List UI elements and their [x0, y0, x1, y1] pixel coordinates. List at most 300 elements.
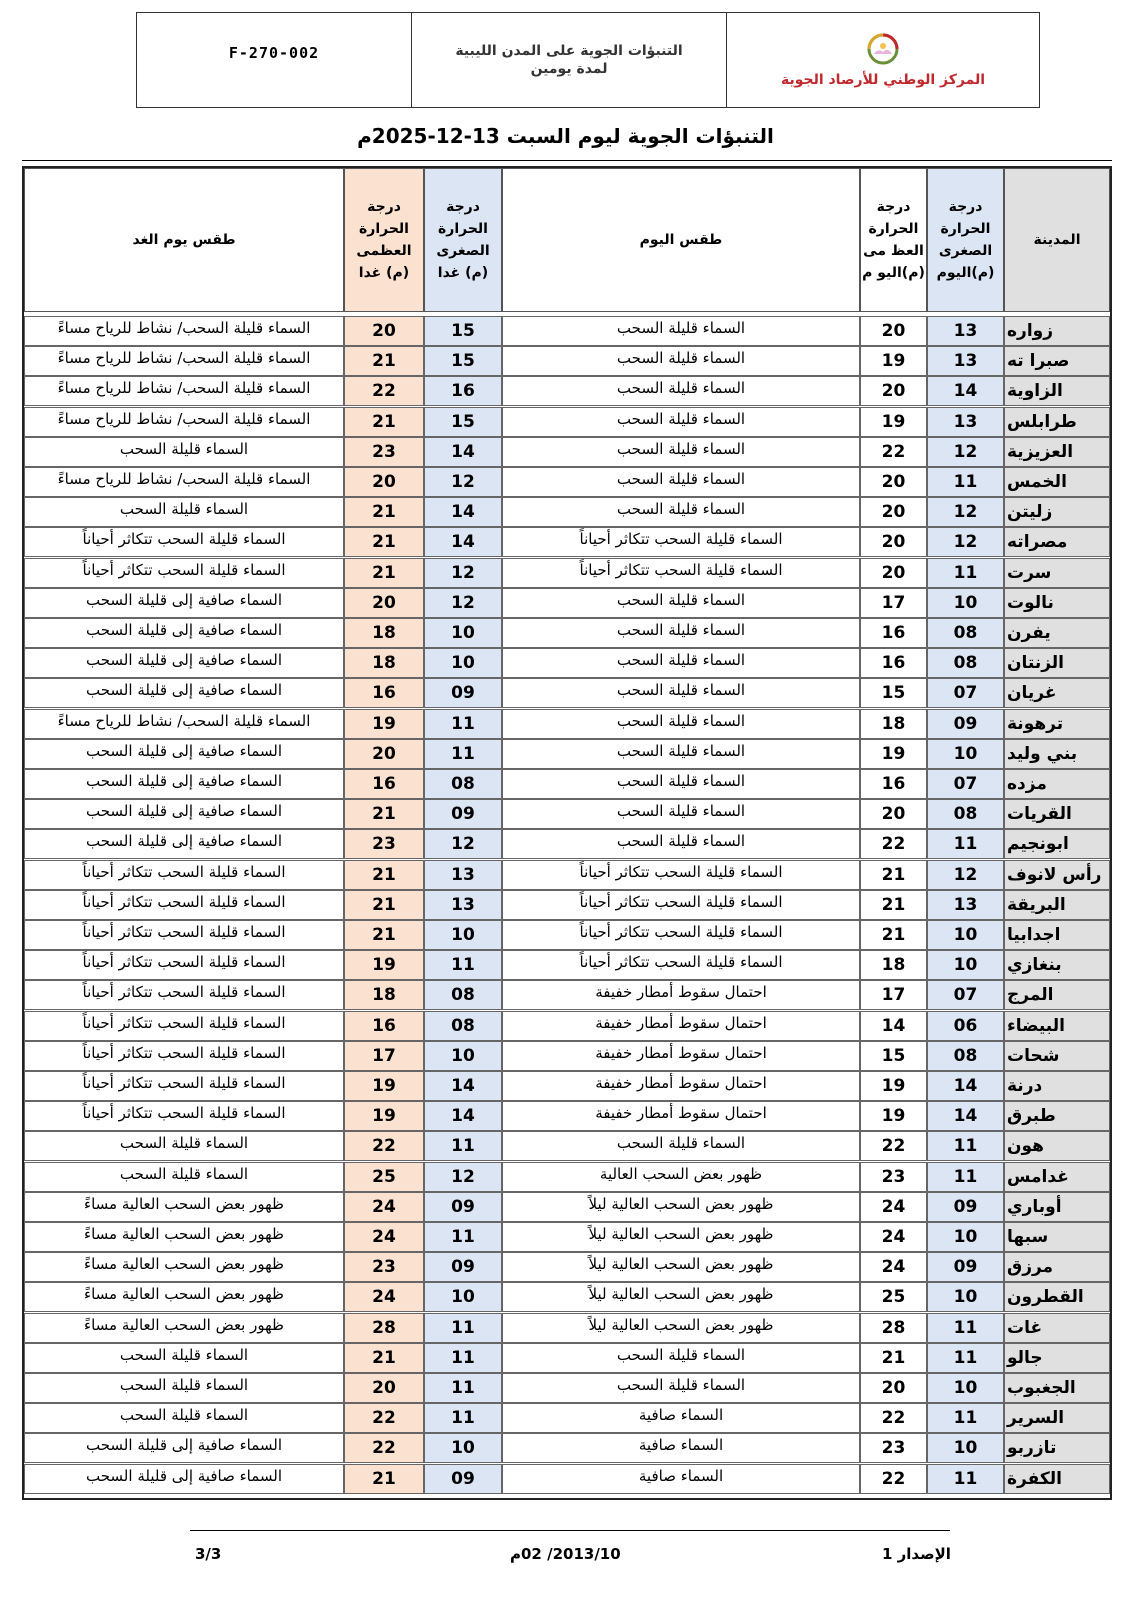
cell-min-tomorrow: 15 [424, 407, 502, 437]
table-row [24, 558, 1110, 588]
table-row [24, 407, 1110, 437]
cell-min-tomorrow: 13 [424, 860, 502, 890]
cell-weather-today: السماء قليلة السحب [502, 376, 860, 406]
cell-min-today: 11 [927, 467, 1004, 497]
cell-city: اجدابيا [1004, 920, 1110, 950]
cell-min-today: 14 [927, 376, 1004, 406]
cell-max-today: 17 [860, 588, 927, 618]
header-weather-tomorrow: طقس يوم الغد [24, 168, 344, 312]
cell-max-tomorrow: 21 [344, 497, 424, 527]
cell-max-today: 17 [860, 980, 927, 1010]
table-row [24, 1222, 1110, 1252]
cell-weather-tomorrow: السماء قليلة السحب تتكاثر أحياناً [24, 527, 344, 557]
cell-max-today: 20 [860, 316, 927, 346]
cell-min-today: 10 [927, 1222, 1004, 1252]
cell-weather-tomorrow: السماء صافية إلى قليلة السحب [24, 1433, 344, 1463]
cell-max-today: 21 [860, 920, 927, 950]
cell-min-tomorrow: 16 [424, 376, 502, 406]
form-code: F-270-002 [137, 13, 412, 107]
cell-min-tomorrow: 11 [424, 1313, 502, 1343]
cell-city: الخمس [1004, 467, 1110, 497]
table-row [24, 346, 1110, 376]
cell-city: نالوت [1004, 588, 1110, 618]
cell-weather-tomorrow: السماء قليلة السحب [24, 437, 344, 467]
cell-weather-today: السماء قليلة السحب [502, 648, 860, 678]
cell-max-tomorrow: 20 [344, 467, 424, 497]
cell-city: طرابلس [1004, 407, 1110, 437]
cell-max-tomorrow: 21 [344, 1464, 424, 1494]
cell-city: المرج [1004, 980, 1110, 1010]
footer-version: الإصدار 1 [882, 1545, 951, 1563]
cell-min-today: 10 [927, 739, 1004, 769]
cell-min-today: 08 [927, 618, 1004, 648]
cell-max-tomorrow: 23 [344, 829, 424, 859]
cell-city: السرير [1004, 1403, 1110, 1433]
cell-min-tomorrow: 09 [424, 799, 502, 829]
cell-min-tomorrow: 14 [424, 527, 502, 557]
cell-max-today: 24 [860, 1252, 927, 1282]
cell-min-today: 12 [927, 437, 1004, 467]
cell-max-today: 16 [860, 769, 927, 799]
cell-min-today: 13 [927, 890, 1004, 920]
cell-weather-today: ظهور بعض السحب العالية ليلاً [502, 1222, 860, 1252]
cell-max-today: 22 [860, 1131, 927, 1161]
cell-weather-tomorrow: ظهور بعض السحب العالية مساءً [24, 1192, 344, 1222]
cell-max-tomorrow: 25 [344, 1162, 424, 1192]
cell-max-tomorrow: 16 [344, 769, 424, 799]
cell-min-tomorrow: 09 [424, 678, 502, 708]
cell-weather-today: السماء قليلة السحب تتكاثر أحياناً [502, 920, 860, 950]
cell-weather-today: السماء قليلة السحب [502, 678, 860, 708]
cell-min-today: 10 [927, 950, 1004, 980]
cell-min-tomorrow: 11 [424, 1222, 502, 1252]
cell-min-tomorrow: 10 [424, 1282, 502, 1312]
cell-weather-tomorrow: السماء قليلة السحب [24, 497, 344, 527]
cell-max-tomorrow: 20 [344, 1373, 424, 1403]
cell-city: درنة [1004, 1071, 1110, 1101]
cell-min-today: 09 [927, 1252, 1004, 1282]
cell-max-tomorrow: 16 [344, 1011, 424, 1041]
cell-city: شحات [1004, 1041, 1110, 1071]
table-row [24, 497, 1110, 527]
cell-max-tomorrow: 21 [344, 890, 424, 920]
cell-max-today: 20 [860, 497, 927, 527]
cell-weather-today: السماء قليلة السحب [502, 618, 860, 648]
cell-city: غات [1004, 1313, 1110, 1343]
organization-box [727, 13, 1039, 107]
cell-max-today: 20 [860, 527, 927, 557]
cell-max-tomorrow: 20 [344, 739, 424, 769]
cell-max-tomorrow: 21 [344, 407, 424, 437]
cell-weather-today: السماء قليلة السحب [502, 407, 860, 437]
cell-city: البريقة [1004, 890, 1110, 920]
cell-weather-tomorrow: السماء قليلة السحب [24, 1131, 344, 1161]
cell-city: الجغبوب [1004, 1373, 1110, 1403]
cell-weather-tomorrow: ظهور بعض السحب العالية مساءً [24, 1222, 344, 1252]
table-row [24, 527, 1110, 557]
table-row [24, 739, 1110, 769]
cell-weather-today: السماء قليلة السحب تتكاثر أحياناً [502, 558, 860, 588]
cell-max-today: 25 [860, 1282, 927, 1312]
cell-max-today: 14 [860, 1011, 927, 1041]
cell-min-today: 13 [927, 316, 1004, 346]
cell-city: بني وليد [1004, 739, 1110, 769]
cell-city: ابونجيم [1004, 829, 1110, 859]
cell-min-tomorrow: 11 [424, 739, 502, 769]
cell-max-tomorrow: 19 [344, 1071, 424, 1101]
cell-max-tomorrow: 23 [344, 1252, 424, 1282]
cell-min-tomorrow: 12 [424, 588, 502, 618]
table-row [24, 1041, 1110, 1071]
cell-min-today: 14 [927, 1071, 1004, 1101]
cell-max-tomorrow: 17 [344, 1041, 424, 1071]
cell-max-today: 28 [860, 1313, 927, 1343]
cell-max-tomorrow: 21 [344, 527, 424, 557]
cell-min-tomorrow: 12 [424, 558, 502, 588]
table-row [24, 1343, 1110, 1373]
cell-weather-today: السماء قليلة السحب [502, 829, 860, 859]
cell-min-tomorrow: 11 [424, 950, 502, 980]
cell-city: غدامس [1004, 1162, 1110, 1192]
cell-weather-tomorrow: السماء قليلة السحب [24, 1343, 344, 1373]
table-row [24, 1162, 1110, 1192]
cell-city: الكفرة [1004, 1464, 1110, 1494]
cell-min-tomorrow: 13 [424, 890, 502, 920]
cell-min-tomorrow: 09 [424, 1192, 502, 1222]
cell-weather-tomorrow: ظهور بعض السحب العالية مساءً [24, 1252, 344, 1282]
cell-city: ترهونة [1004, 709, 1110, 739]
cell-max-tomorrow: 16 [344, 678, 424, 708]
cell-weather-tomorrow: السماء قليلة السحب تتكاثر أحياناً [24, 860, 344, 890]
cell-weather-today: السماء قليلة السحب [502, 799, 860, 829]
cell-min-tomorrow: 14 [424, 1071, 502, 1101]
cell-max-tomorrow: 20 [344, 316, 424, 346]
document-title-box [412, 13, 727, 107]
cell-city: الزاوية [1004, 376, 1110, 406]
cell-weather-today: السماء قليلة السحب [502, 588, 860, 618]
table-row [24, 1252, 1110, 1282]
cell-min-today: 12 [927, 860, 1004, 890]
cell-min-today: 12 [927, 497, 1004, 527]
cell-max-today: 21 [860, 1343, 927, 1373]
cell-weather-tomorrow: السماء قليلة السحب/ نشاط للرياح مساءً [24, 346, 344, 376]
cell-weather-tomorrow: السماء قليلة السحب/ نشاط للرياح مساءً [24, 316, 344, 346]
cell-min-today: 11 [927, 1131, 1004, 1161]
cell-max-today: 22 [860, 1464, 927, 1494]
cell-max-tomorrow: 22 [344, 1403, 424, 1433]
cell-weather-today: ظهور بعض السحب العالية [502, 1162, 860, 1192]
cell-weather-today: السماء قليلة السحب تتكاثر أحياناً [502, 527, 860, 557]
header-min-today: درجة الحرارة الصغرى (م)اليوم [927, 168, 1004, 312]
cell-min-tomorrow: 11 [424, 709, 502, 739]
cell-min-today: 10 [927, 920, 1004, 950]
cell-city: صبرا ته [1004, 346, 1110, 376]
cell-max-tomorrow: 21 [344, 860, 424, 890]
table-row [24, 890, 1110, 920]
cell-weather-tomorrow: السماء قليلة السحب/ نشاط للرياح مساءً [24, 709, 344, 739]
cell-min-today: 14 [927, 1101, 1004, 1131]
cell-max-today: 20 [860, 558, 927, 588]
table-row [24, 678, 1110, 708]
cell-city: يفرن [1004, 618, 1110, 648]
cell-min-tomorrow: 10 [424, 618, 502, 648]
cell-weather-tomorrow: ظهور بعض السحب العالية مساءً [24, 1282, 344, 1312]
cell-weather-tomorrow: السماء قليلة السحب تتكاثر أحياناً [24, 1101, 344, 1131]
table-row [24, 1192, 1110, 1222]
cell-max-tomorrow: 18 [344, 648, 424, 678]
cell-weather-today: السماء قليلة السحب [502, 346, 860, 376]
cell-min-today: 10 [927, 1433, 1004, 1463]
cell-city: زليتن [1004, 497, 1110, 527]
cell-weather-tomorrow: السماء قليلة السحب [24, 1373, 344, 1403]
cell-max-today: 19 [860, 346, 927, 376]
cell-weather-today: احتمال سقوط أمطار خفيفة [502, 1101, 860, 1131]
cell-min-tomorrow: 10 [424, 1041, 502, 1071]
cell-min-tomorrow: 14 [424, 497, 502, 527]
cell-max-today: 19 [860, 1071, 927, 1101]
cell-weather-today: السماء قليلة السحب تتكاثر أحياناً [502, 860, 860, 890]
cell-max-today: 20 [860, 376, 927, 406]
cell-min-tomorrow: 09 [424, 1252, 502, 1282]
cell-city: أوباري [1004, 1192, 1110, 1222]
footer-date: 2013/10/ 02م [510, 1545, 621, 1563]
cell-min-today: 11 [927, 1403, 1004, 1433]
cell-weather-today: السماء قليلة السحب [502, 467, 860, 497]
cell-min-today: 07 [927, 980, 1004, 1010]
cell-city: القطرون [1004, 1282, 1110, 1312]
cell-weather-today: السماء صافية [502, 1433, 860, 1463]
cell-max-tomorrow: 20 [344, 588, 424, 618]
cell-weather-today: احتمال سقوط أمطار خفيفة [502, 1011, 860, 1041]
cell-min-today: 06 [927, 1011, 1004, 1041]
cell-weather-today: السماء قليلة السحب تتكاثر أحياناً [502, 950, 860, 980]
table-row [24, 1011, 1110, 1041]
cell-city: رأس لانوف [1004, 860, 1110, 890]
table-row [24, 1403, 1110, 1433]
title-divider [22, 160, 1112, 161]
cell-max-today: 18 [860, 950, 927, 980]
cell-weather-today: السماء قليلة السحب [502, 497, 860, 527]
cell-weather-today: السماء قليلة السحب [502, 1373, 860, 1403]
cell-max-today: 18 [860, 709, 927, 739]
cell-max-tomorrow: 21 [344, 558, 424, 588]
cell-weather-tomorrow: السماء صافية إلى قليلة السحب [24, 829, 344, 859]
cell-weather-tomorrow: السماء قليلة السحب/ نشاط للرياح مساءً [24, 376, 344, 406]
cell-max-tomorrow: 28 [344, 1313, 424, 1343]
cell-weather-today: ظهور بعض السحب العالية ليلاً [502, 1313, 860, 1343]
cell-max-tomorrow: 22 [344, 1433, 424, 1463]
cell-min-today: 13 [927, 346, 1004, 376]
cell-max-today: 21 [860, 890, 927, 920]
cell-weather-today: السماء قليلة السحب [502, 769, 860, 799]
cell-min-tomorrow: 09 [424, 1464, 502, 1494]
cell-weather-today: احتمال سقوط أمطار خفيفة [502, 980, 860, 1010]
cell-min-today: 08 [927, 799, 1004, 829]
cell-weather-tomorrow: السماء قليلة السحب تتكاثر أحياناً [24, 950, 344, 980]
cell-city: العزيزية [1004, 437, 1110, 467]
cell-max-tomorrow: 21 [344, 346, 424, 376]
cell-max-tomorrow: 18 [344, 618, 424, 648]
cell-max-tomorrow: 23 [344, 437, 424, 467]
footer-page-number: 3/3 [195, 1545, 222, 1563]
cell-min-tomorrow: 08 [424, 769, 502, 799]
cell-min-tomorrow: 15 [424, 316, 502, 346]
cell-weather-tomorrow: السماء قليلة السحب تتكاثر أحياناً [24, 890, 344, 920]
cell-weather-today: احتمال سقوط أمطار خفيفة [502, 1041, 860, 1071]
cell-min-tomorrow: 10 [424, 1433, 502, 1463]
table-row [24, 618, 1110, 648]
cell-city: تازربو [1004, 1433, 1110, 1463]
cell-max-today: 19 [860, 407, 927, 437]
cell-min-today: 11 [927, 1162, 1004, 1192]
table-row [24, 799, 1110, 829]
table-row [24, 437, 1110, 467]
cell-weather-tomorrow: السماء قليلة السحب تتكاثر أحياناً [24, 980, 344, 1010]
table-row [24, 1433, 1110, 1463]
cell-weather-tomorrow: السماء قليلة السحب تتكاثر أحياناً [24, 558, 344, 588]
cell-min-tomorrow: 11 [424, 1131, 502, 1161]
cell-min-today: 11 [927, 1464, 1004, 1494]
page-title: التنبؤات الجوية ليوم السبت 13-12-2025م [357, 124, 774, 148]
cell-weather-tomorrow: السماء قليلة السحب [24, 1162, 344, 1192]
cell-max-today: 15 [860, 678, 927, 708]
cell-max-today: 23 [860, 1162, 927, 1192]
cell-max-tomorrow: 21 [344, 920, 424, 950]
cell-min-tomorrow: 14 [424, 437, 502, 467]
cell-weather-tomorrow: السماء صافية إلى قليلة السحب [24, 799, 344, 829]
table-row [24, 769, 1110, 799]
cell-weather-tomorrow: السماء صافية إلى قليلة السحب [24, 648, 344, 678]
cell-min-tomorrow: 12 [424, 1162, 502, 1192]
cell-min-today: 10 [927, 1282, 1004, 1312]
cell-weather-tomorrow: السماء قليلة السحب/ نشاط للرياح مساءً [24, 407, 344, 437]
cell-min-today: 07 [927, 769, 1004, 799]
table-row [24, 1313, 1110, 1343]
cell-max-today: 22 [860, 1403, 927, 1433]
cell-city: جالو [1004, 1343, 1110, 1373]
cell-max-tomorrow: 19 [344, 709, 424, 739]
cell-max-today: 19 [860, 1101, 927, 1131]
cell-max-tomorrow: 21 [344, 1343, 424, 1373]
cell-weather-tomorrow: السماء قليلة السحب [24, 1403, 344, 1433]
document-title-line1: التنبؤات الجوية على المدن الليبية [455, 43, 683, 59]
cell-city: بنغازي [1004, 950, 1110, 980]
cell-max-today: 24 [860, 1222, 927, 1252]
table-row [24, 588, 1110, 618]
cell-weather-today: السماء صافية [502, 1403, 860, 1433]
table-row [24, 980, 1110, 1010]
cell-city: مرزق [1004, 1252, 1110, 1282]
cell-weather-tomorrow: السماء قليلة السحب تتكاثر أحياناً [24, 920, 344, 950]
table-row [24, 709, 1110, 739]
cell-max-today: 20 [860, 467, 927, 497]
cell-weather-today: السماء صافية [502, 1464, 860, 1494]
cell-weather-today: احتمال سقوط أمطار خفيفة [502, 1071, 860, 1101]
table-row [24, 860, 1110, 890]
cell-max-tomorrow: 18 [344, 980, 424, 1010]
cell-city: الزنتان [1004, 648, 1110, 678]
cell-min-tomorrow: 12 [424, 829, 502, 859]
cell-min-today: 11 [927, 1343, 1004, 1373]
cell-max-tomorrow: 22 [344, 1131, 424, 1161]
cell-weather-tomorrow: السماء صافية إلى قليلة السحب [24, 618, 344, 648]
cell-weather-tomorrow: السماء قليلة السحب/ نشاط للرياح مساءً [24, 467, 344, 497]
cell-max-today: 20 [860, 799, 927, 829]
cell-max-today: 16 [860, 648, 927, 678]
header-max-today: درجة الحرارة العظ مى (م)اليو م [860, 168, 927, 312]
cell-min-tomorrow: 08 [424, 980, 502, 1010]
cell-max-tomorrow: 24 [344, 1222, 424, 1252]
cell-weather-today: السماء قليلة السحب [502, 1131, 860, 1161]
cell-weather-tomorrow: السماء صافية إلى قليلة السحب [24, 1464, 344, 1494]
table-row [24, 1464, 1110, 1494]
cell-max-tomorrow: 22 [344, 376, 424, 406]
cell-city: مزده [1004, 769, 1110, 799]
table-row [24, 1373, 1110, 1403]
table-row [24, 467, 1110, 497]
cell-city: سرت [1004, 558, 1110, 588]
cell-min-tomorrow: 12 [424, 467, 502, 497]
cell-city: زواره [1004, 316, 1110, 346]
organization-name: المركز الوطني للأرصاد الجوية [780, 72, 986, 88]
cell-weather-tomorrow: السماء قليلة السحب تتكاثر أحياناً [24, 1041, 344, 1071]
table-row [24, 920, 1110, 950]
table-row [24, 376, 1110, 406]
cell-min-today: 07 [927, 678, 1004, 708]
header-min-tomorrow: درجة الحرارة الصغرى (م) غدا [424, 168, 502, 312]
cell-weather-today: السماء قليلة السحب تتكاثر أحياناً [502, 890, 860, 920]
cell-city: القريات [1004, 799, 1110, 829]
cell-min-tomorrow: 10 [424, 920, 502, 950]
cell-min-tomorrow: 11 [424, 1343, 502, 1373]
cell-city: مصراته [1004, 527, 1110, 557]
cell-weather-today: ظهور بعض السحب العالية ليلاً [502, 1252, 860, 1282]
cell-weather-tomorrow: السماء صافية إلى قليلة السحب [24, 678, 344, 708]
table-row [24, 648, 1110, 678]
cell-max-tomorrow: 19 [344, 950, 424, 980]
document-title-line2: لمدة يومين [530, 61, 608, 77]
table-row [24, 1071, 1110, 1101]
cell-min-today: 08 [927, 1041, 1004, 1071]
cell-min-today: 08 [927, 648, 1004, 678]
cell-weather-today: السماء قليلة السحب [502, 1343, 860, 1373]
cell-min-tomorrow: 10 [424, 648, 502, 678]
cell-city: غريان [1004, 678, 1110, 708]
table-row [24, 1101, 1110, 1131]
cell-city: هون [1004, 1131, 1110, 1161]
header-weather-today: طقس اليوم [502, 168, 860, 312]
cell-min-today: 09 [927, 1192, 1004, 1222]
table-row [24, 1282, 1110, 1312]
header-max-tomorrow: درجة الحرارة العظمى (م) غدا [344, 168, 424, 312]
cell-weather-today: السماء قليلة السحب [502, 709, 860, 739]
cell-weather-today: السماء قليلة السحب [502, 437, 860, 467]
cell-weather-today: ظهور بعض السحب العالية ليلاً [502, 1282, 860, 1312]
table-row [24, 829, 1110, 859]
cell-max-tomorrow: 24 [344, 1192, 424, 1222]
cell-max-today: 21 [860, 860, 927, 890]
cell-city: البيضاء [1004, 1011, 1110, 1041]
table-row [24, 950, 1110, 980]
cell-min-today: 10 [927, 588, 1004, 618]
cell-max-today: 24 [860, 1192, 927, 1222]
cell-min-tomorrow: 08 [424, 1011, 502, 1041]
weather-center-logo-icon [852, 32, 914, 66]
cell-min-tomorrow: 11 [424, 1373, 502, 1403]
document-header [136, 12, 1040, 108]
table-row [24, 316, 1110, 346]
cell-weather-tomorrow: السماء صافية إلى قليلة السحب [24, 739, 344, 769]
